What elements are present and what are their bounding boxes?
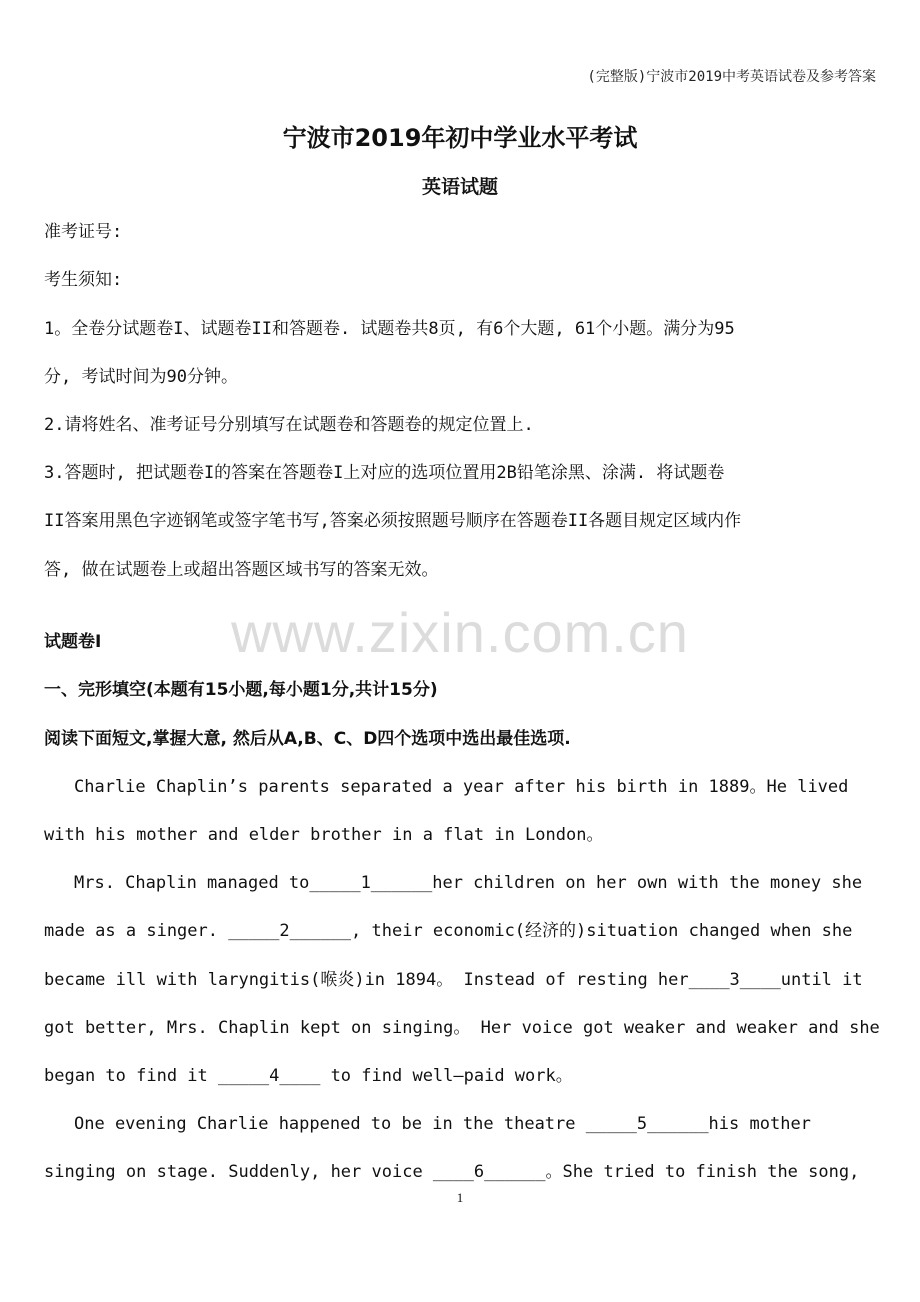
- passage-line: with his mother and elder brother in a flat in London。: [44, 825, 604, 845]
- passage-line: made as a singer. _____2______, their economic(经济的)situation changed when she: [44, 921, 853, 941]
- passage-line: Mrs. Chaplin managed to_____1______her children on her own with the money she: [74, 873, 863, 893]
- passage-line: began to find it _____4____ to find well—paid work。: [44, 1066, 573, 1086]
- notice-line: 1。全卷分试题卷I、试题卷II和答题卷. 试题卷共8页, 有6个大题, 61个小题。满分为95: [44, 319, 735, 339]
- notice-line: 答, 做在试题卷上或超出答题区域书写的答案无效。: [44, 560, 439, 580]
- page-number: 1: [456, 1190, 464, 1205]
- notice-line: 分, 考试时间为90分钟。: [44, 367, 238, 387]
- passage-line: became ill with laryngitis(喉炎)in 1894。 Instead of resting her____3____until it: [44, 970, 863, 990]
- notice-line: 2.请将姓名、准考证号分别填写在试题卷和答题卷的规定位置上.: [44, 415, 534, 435]
- notice-label: 考生须知:: [44, 270, 123, 290]
- document-header-label: (完整版)宁波市2019中考英语试卷及参考答案: [587, 69, 876, 85]
- passage-line: One evening Charlie happened to be in the theatre _____5______his mother: [74, 1114, 811, 1134]
- passage-line: got better, Mrs. Chaplin kept on singing。 Her voice got weaker and weaker and she: [44, 1018, 880, 1038]
- watermark: www.zixin.com.cn: [231, 601, 689, 664]
- exam-subtitle: 英语试题: [421, 176, 498, 198]
- notice-line: II答案用黑色字迹钢笔或签字笔书写,答案必须按照题号顺序在答题卷II各题目规定区域内作: [44, 511, 742, 531]
- paper-label: 试题卷I: [44, 632, 102, 652]
- instruction-text: 阅读下面短文,掌握大意, 然后从A,B、C、D四个选项中选出最佳选项.: [44, 729, 571, 749]
- passage-line: singing on stage. Suddenly, her voice ____6______。She tried to finish the song,: [44, 1162, 860, 1182]
- passage-line: Charlie Chaplin’s parents separated a year after his birth in 1889。He lived: [74, 777, 849, 797]
- part-title: 一、完形填空(本题有15小题,每小题1分,共计15分): [44, 680, 438, 700]
- exam-title: 宁波市2019年初中学业水平考试: [282, 124, 638, 152]
- notice-line: 3.答题时, 把试题卷I的答案在答题卷I上对应的选项位置用2B铅笔涂黑、涂满. 将试题卷: [44, 463, 725, 483]
- candidate-id-label: 准考证号:: [44, 222, 123, 242]
